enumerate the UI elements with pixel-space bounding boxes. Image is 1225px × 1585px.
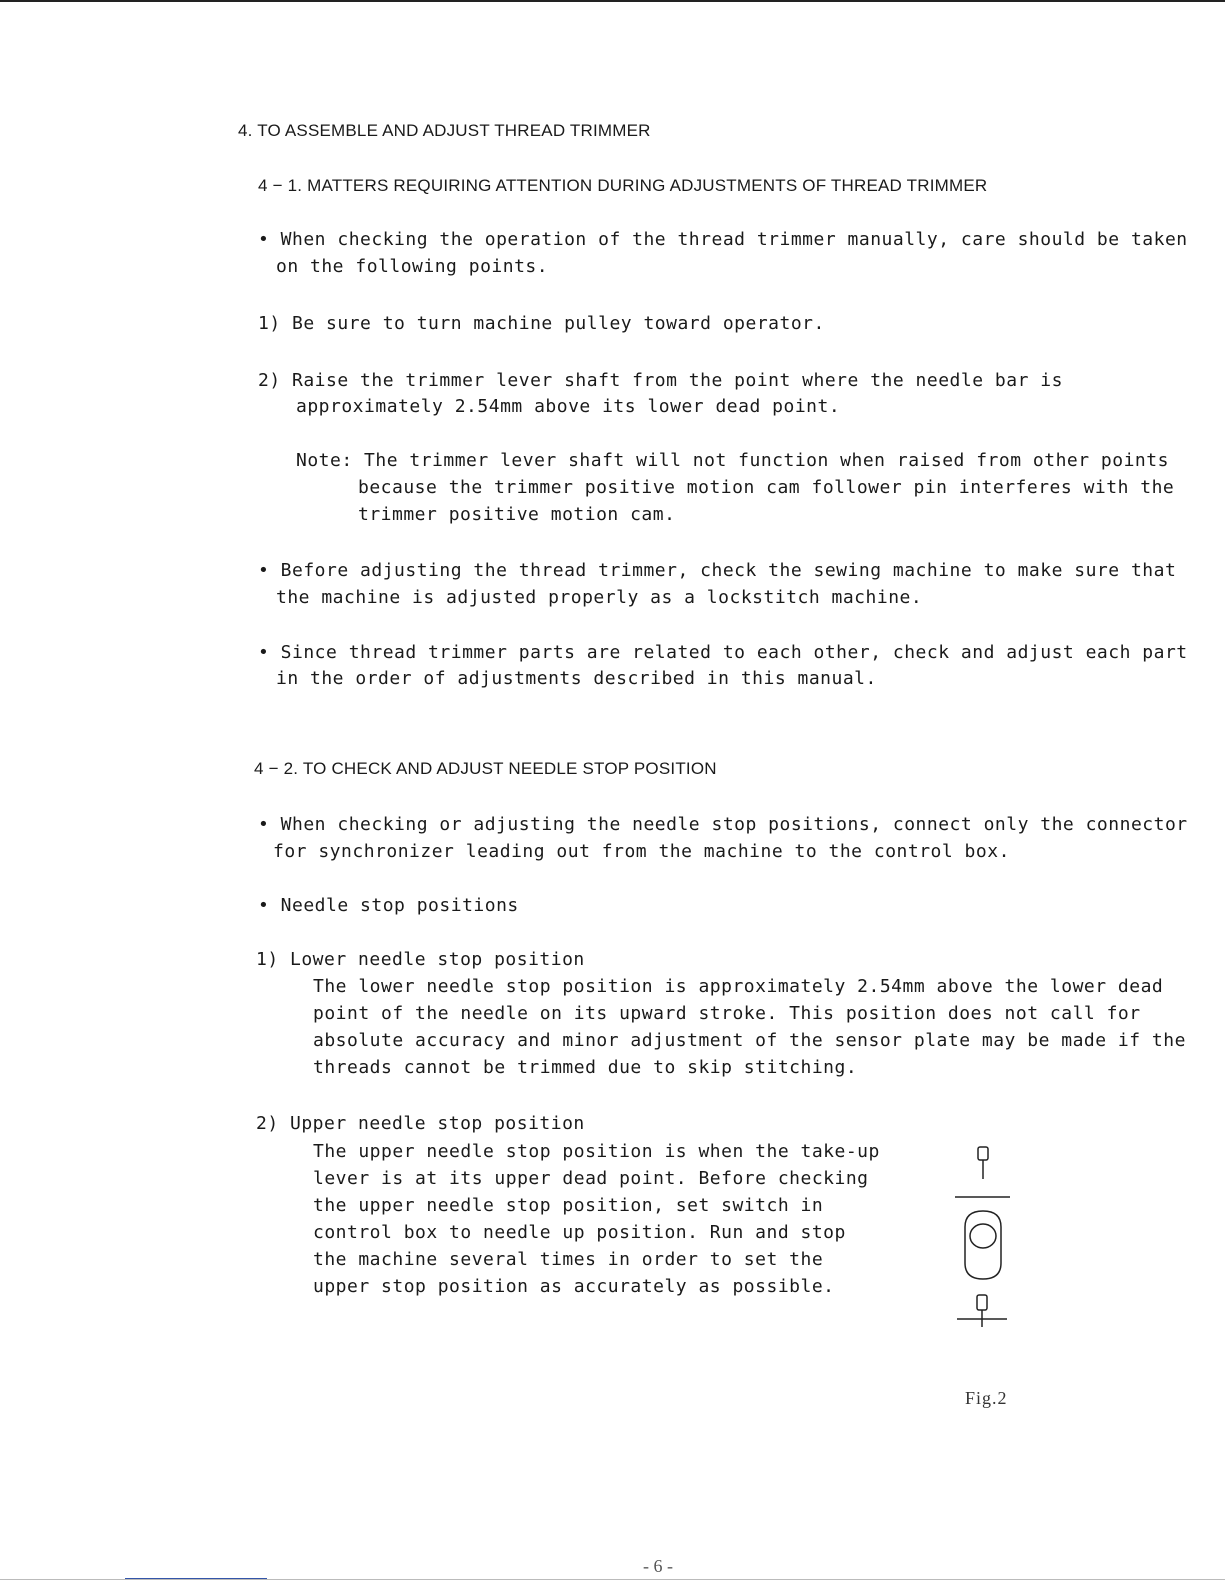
s2-item2-line1: The upper needle stop position is when the take-up [313, 1141, 880, 1162]
s1-bullet2-line2: the machine is adjusted properly as a lockstitch machine. [276, 587, 923, 608]
s2-item1-line1: The lower needle stop position is approximately 2.54mm above the lower dead [313, 976, 1164, 997]
s1-note-line1: Note: The trimmer lever shaft will not function when raised from other points [296, 450, 1169, 471]
figure-caption: Fig.2 [965, 1388, 1008, 1408]
s2-item1-title: 1) Lower needle stop position [256, 949, 585, 970]
s1-note-line2: because the trimmer positive motion cam follower pin interferes with the [358, 477, 1175, 498]
lower-needle-tip-icon [977, 1295, 987, 1310]
s1-item2-line2: approximately 2.54mm above its lower dead point. [296, 396, 841, 417]
s1-bullet1-line2: on the following points. [276, 256, 549, 277]
s2-item1-line3: absolute accuracy and minor adjustment of the sensor plate may be made if the [313, 1030, 1186, 1051]
s1-bullet1-line1: • When checking the operation of the thread trimmer manually, care should be taken [258, 229, 1188, 250]
s2-item2-line5: the machine several times in order to set the [313, 1249, 824, 1270]
section-header: 4. TO ASSEMBLE AND ADJUST THREAD TRIMMER [238, 121, 651, 140]
s2-bullet1-line2: for synchronizer leading out from the machine to the control box. [273, 841, 1010, 862]
bottom-link-line [125, 1578, 267, 1579]
section-1-title: 4 − 1. MATTERS REQUIRING ATTENTION DURING ADJUSTMENTS OF THREAD TRIMMER [258, 176, 988, 195]
s1-bullet3-line1: • Since thread trimmer parts are related to each other, check and adjust each part [258, 642, 1188, 663]
section-2-title: 4 − 2. TO CHECK AND ADJUST NEEDLE STOP POSITION [254, 759, 717, 778]
s1-item2-line1: 2) Raise the trimmer lever shaft from the point where the needle bar is [258, 370, 1063, 391]
s1-item1: 1) Be sure to turn machine pulley toward operator. [258, 313, 825, 334]
top-border [0, 0, 1225, 2]
s2-bullet1-line1: • When checking or adjusting the needle stop positions, connect only the connector [258, 814, 1188, 835]
s1-note-line3: trimmer positive motion cam. [358, 504, 676, 525]
s2-item1-line4: threads cannot be trimmed due to skip stitching. [313, 1057, 858, 1078]
s2-item2-line6: upper stop position as accurately as possible. [313, 1276, 835, 1297]
page-number: - 6 - [643, 1556, 673, 1576]
s2-bullet2: • Needle stop positions [258, 895, 519, 916]
bottom-border [0, 1579, 1225, 1580]
needle-position-figure [955, 1145, 1015, 1335]
sensor-window-icon [970, 1224, 996, 1248]
s1-bullet3-line2: in the order of adjustments described in this manual. [276, 668, 877, 689]
s2-item2-title: 2) Upper needle stop position [256, 1113, 585, 1134]
sensor-body-icon [965, 1211, 1001, 1279]
s1-bullet2-line1: • Before adjusting the thread trimmer, check the sewing machine to make sure that [258, 560, 1177, 581]
s2-item2-line3: the upper needle stop position, set switch in [313, 1195, 824, 1216]
s2-item2-line4: control box to needle up position. Run and stop [313, 1222, 846, 1243]
upper-needle-tip-icon [978, 1147, 988, 1160]
s2-item2-line2: lever is at its upper dead point. Before checking [313, 1168, 869, 1189]
s2-item1-line2: point of the needle on its upward stroke. This position does not call for [313, 1003, 1141, 1024]
